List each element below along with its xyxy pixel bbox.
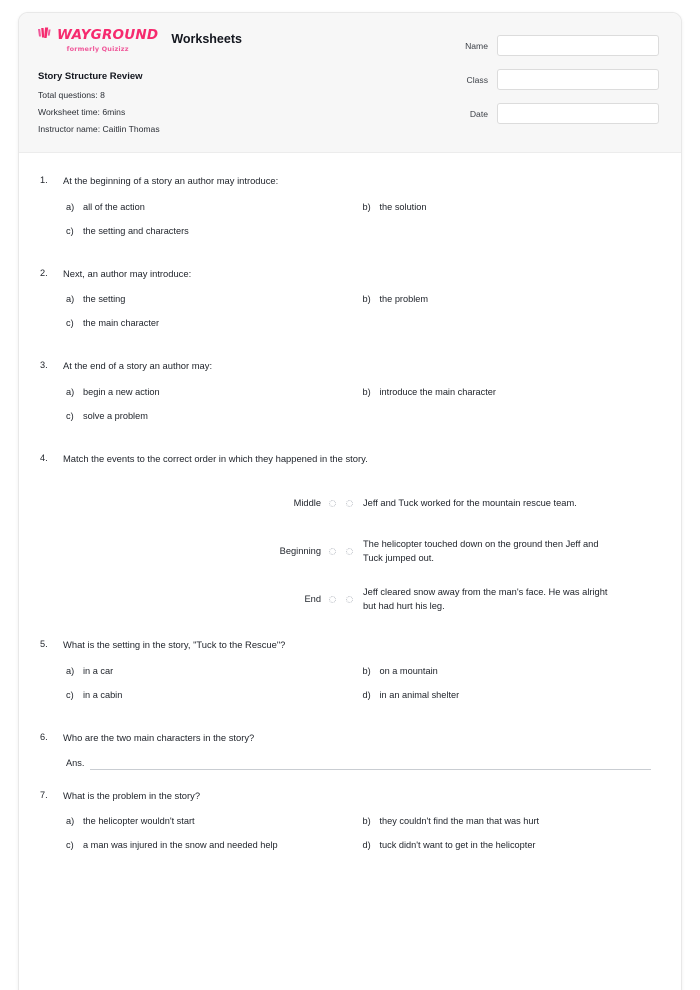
name-label: Name [465,40,488,51]
question-4-number: 4. [40,452,48,463]
matching-right-item-2[interactable] [346,527,659,575]
answer-label: Ans. [66,757,85,768]
option-3b-key: b) [362,386,371,397]
option-5b-key: b) [362,666,371,677]
connector-dot-icon[interactable] [329,596,336,603]
question-3-options [37,387,659,435]
option-3c[interactable] [66,411,363,423]
worksheet-time: Worksheet time: 6mins [38,107,126,117]
option-3a-text: begin a new action [83,386,160,397]
question-3 [37,360,659,435]
option-5c[interactable] [66,690,363,702]
date-label: Date [469,108,488,119]
question-5-text: What is the setting in the story, "Tuck to the Rescue"? [63,639,286,651]
option-1a[interactable] [66,202,363,214]
connector-dot-icon[interactable] [346,500,353,507]
question-2 [37,268,659,343]
question-7-head [37,790,659,803]
worksheet-header [19,13,681,153]
option-3b-text: introduce the main character [379,386,496,397]
date-input[interactable] [497,103,659,124]
logo-wordmark: WAYGROUND [57,26,159,43]
question-1-head [37,175,659,188]
matching-left-column [66,479,346,623]
matching-right-text-2: The helicopter touched down on the ground then Jeff and Tuck jumped out. [363,539,599,564]
page-title: Worksheets [171,32,242,46]
option-7c-text: a man was injured in the snow and needed help [83,840,278,851]
question-2-head [37,268,659,281]
option-5d[interactable] [363,690,660,702]
option-5c-key: c) [66,690,74,701]
question-6-number: 6. [40,732,48,743]
question-6-answer-row [37,757,659,770]
question-2-options [37,294,659,342]
option-2a[interactable] [66,294,363,306]
matching-left-label-1: Middle [293,498,321,509]
question-5-options [37,666,659,714]
question-2-number: 2. [40,267,48,278]
wayground-logo[interactable] [37,27,158,53]
connector-dot-icon[interactable] [329,500,336,507]
option-3c-text: solve a problem [83,410,148,421]
matching-right-item-3[interactable] [346,575,659,623]
question-3-head [37,360,659,373]
matching-left-label-3: End [304,594,321,605]
option-5a-key: a) [66,666,75,677]
question-5-number: 5. [40,639,48,650]
connector-dot-icon[interactable] [346,596,353,603]
worksheet-body [19,153,681,912]
class-label: Class [466,74,488,85]
option-7a-key: a) [66,816,75,827]
question-4-matching [37,479,659,623]
question-2-text: Next, an author may introduce: [63,267,192,279]
class-input[interactable] [497,69,659,90]
matching-right-item-1[interactable] [346,479,659,527]
option-1c-key: c) [66,225,74,236]
option-1b[interactable] [363,202,660,214]
total-questions: Total questions: 8 [38,90,105,100]
question-7-options [37,816,659,864]
question-4 [37,453,659,624]
option-2b-text: the problem [379,294,429,305]
question-6-head [37,732,659,745]
option-7b[interactable] [363,816,660,828]
matching-right-text-3: Jeff cleared snow away from the man's face. He was alright but had hurt his leg. [363,587,608,612]
matching-left-label-2: Beginning [279,546,321,557]
connector-dot-icon[interactable] [346,548,353,555]
worksheet-title: Story Structure Review [38,71,143,82]
option-7b-key: b) [362,816,371,827]
option-2c[interactable] [66,318,363,330]
option-7c[interactable] [66,840,363,852]
matching-right-column [346,479,659,623]
field-row-date [429,103,659,124]
option-7d-key: d) [362,840,371,851]
instructor-name: Instructor name: Caitlin Thomas [38,124,160,134]
question-5 [37,639,659,714]
question-1-text: At the beginning of a story an author may introduce: [63,175,279,186]
connector-dot-icon[interactable] [329,548,336,555]
logo-main [37,27,158,44]
question-5-head [37,639,659,652]
matching-left-item-3[interactable] [66,575,336,623]
question-6-text: Who are the two main characters in the story? [63,732,255,744]
option-3c-key: c) [66,410,74,421]
option-2c-text: the main character [83,318,160,329]
student-fields [429,35,659,137]
field-row-class [429,69,659,90]
option-7c-key: c) [66,840,74,851]
option-5d-text: in an animal shelter [379,690,460,701]
question-7 [37,790,659,865]
question-3-number: 3. [40,360,48,371]
option-7d[interactable] [363,840,660,852]
option-3b[interactable] [363,387,660,399]
wayground-logo-icon [37,27,54,44]
question-7-text: What is the problem in the story? [63,789,201,801]
option-1a-key: a) [66,201,75,212]
option-2b-key: b) [362,294,371,305]
question-3-text: At the end of a story an author may: [63,360,213,372]
field-row-name [429,35,659,56]
option-5b[interactable] [363,666,660,678]
question-1-number: 1. [40,175,48,185]
name-input[interactable] [497,35,659,56]
option-2c-key: c) [66,318,74,329]
option-1b-text: the solution [379,201,427,212]
option-7b-text: they couldn't find the man that was hurt [379,816,540,827]
option-2a-key: a) [66,294,75,305]
option-2b[interactable] [363,294,660,306]
option-3a-key: a) [66,386,75,397]
matching-left-item-2[interactable] [66,527,336,575]
option-5c-text: in a cabin [83,690,123,701]
option-7a-text: the helicopter wouldn't start [83,816,195,827]
option-5a-text: in a car [83,666,114,677]
matching-right-text-1: Jeff and Tuck worked for the mountain rescue team. [363,498,577,509]
question-6 [37,732,659,770]
matching-left-item-1[interactable] [66,479,336,527]
option-7d-text: tuck didn't want to get in the helicopter [379,840,536,851]
option-1c-text: the setting and characters [83,225,189,236]
answer-input-line[interactable] [90,757,651,770]
option-1a-text: all of the action [83,201,145,212]
option-1b-key: b) [362,201,371,212]
logo-subtitle: formerly Quizizz [66,45,129,53]
option-7a[interactable] [66,816,363,828]
option-3a[interactable] [66,387,363,399]
option-5b-text: on a mountain [379,666,438,677]
question-4-text: Match the events to the correct order in which they happened in the story. [63,452,368,464]
worksheet-sheet [18,12,682,990]
question-4-head [37,453,659,466]
question-7-number: 7. [40,789,48,800]
question-1-options [37,202,659,250]
option-2a-text: the setting [83,294,126,305]
option-5d-key: d) [362,690,371,701]
question-1 [37,175,659,250]
option-1c[interactable] [66,226,363,238]
option-5a[interactable] [66,666,363,678]
